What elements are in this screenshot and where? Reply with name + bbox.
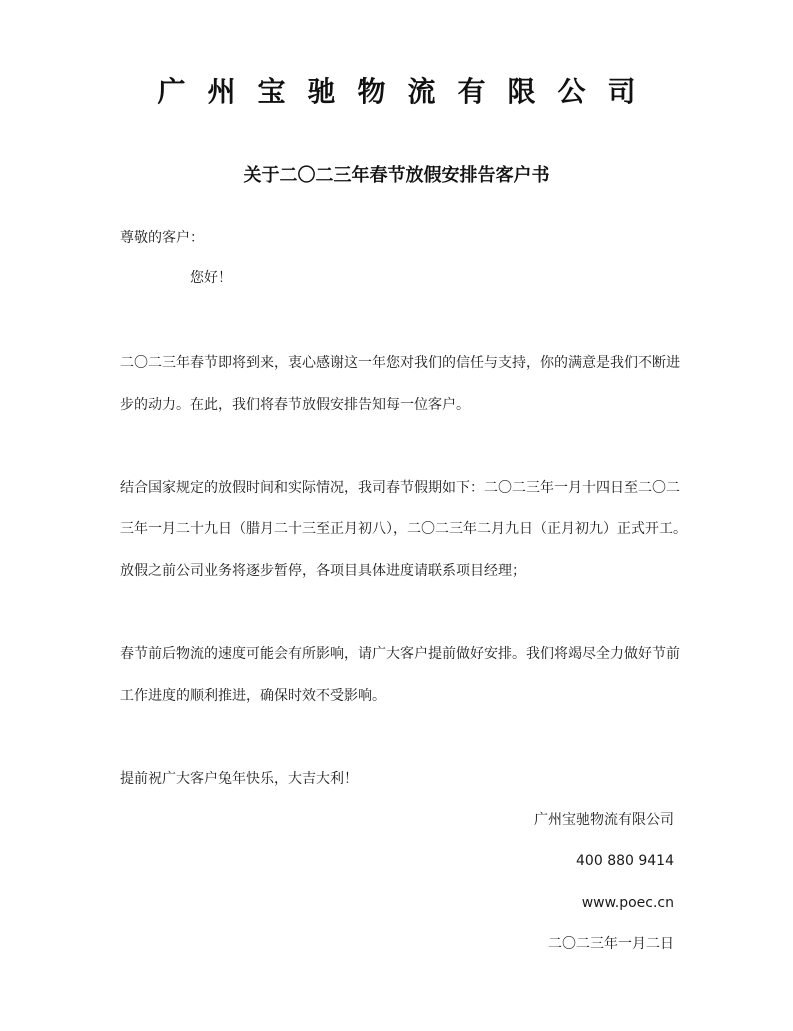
notice-title: 关于二〇二三年春节放假安排告客户书: [243, 165, 550, 186]
salutation: 尊敬的客户：: [120, 230, 204, 246]
signature-phone: 400 880 9414: [576, 853, 674, 869]
company-title: 广州宝驰物流有限公司: [157, 75, 658, 108]
greeting: 您好！: [190, 270, 232, 286]
paragraph-3-line-1: 春节前后物流的速度可能会有所影响，请广大客户提前做好安排。我们将竭尽全力做好节前: [120, 646, 680, 662]
paragraph-1-line-2: 步的动力。在此，我们将春节放假安排告知每一位客户。: [120, 397, 470, 413]
signature-company: 广州宝驰物流有限公司: [534, 812, 674, 828]
paragraph-1-line-1: 二〇二三年春节即将到来，衷心感谢这一年您对我们的信任与支持，你的满意是我们不断进: [120, 355, 680, 371]
paragraph-2-line-2: 三年一月二十九日（腊月二十三至正月初八），二〇二三年二月九日（正月初九）正式开工。: [120, 521, 687, 537]
paragraph-2-line-3: 放假之前公司业务将逐步暂停，各项目具体进度请联系项目经理；: [120, 563, 526, 579]
paragraph-3-line-2: 工作进度的顺利推进，确保时效不受影响。: [120, 688, 386, 704]
paragraph-2-line-1: 结合国家规定的放假时间和实际情况，我司春节假期如下：二〇二三年一月十四日至二〇二: [120, 480, 680, 496]
signature-website: www.poec.cn: [581, 895, 674, 911]
signature-date: 二〇二三年一月二日: [548, 936, 674, 952]
closing-wish: 提前祝广大客户兔年快乐，大吉大利！: [120, 771, 358, 787]
